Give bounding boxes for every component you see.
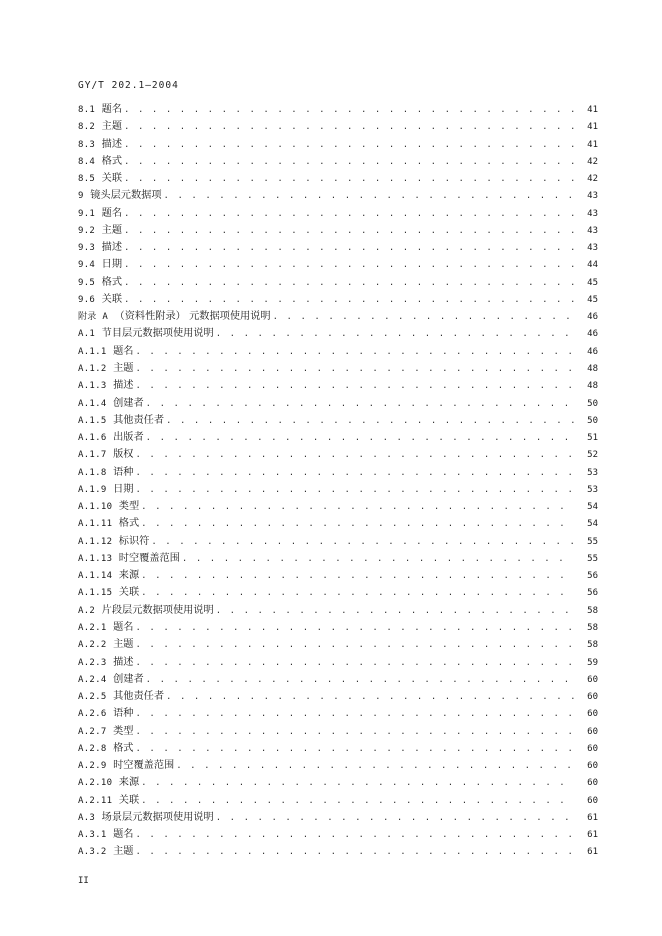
toc-entry[interactable] xyxy=(78,602,598,619)
toc-entry-number: A.1.10 xyxy=(78,502,113,513)
toc-entry[interactable] xyxy=(78,153,598,170)
toc-entry-page-number: 60 xyxy=(587,692,598,703)
toc-entry-title: 题名 xyxy=(101,104,123,115)
toc-entry-number: 9.2 xyxy=(78,225,96,236)
toc-entry-page-number: 51 xyxy=(587,433,598,444)
toc-entry-title: 日期 xyxy=(113,483,134,495)
toc-entry-label xyxy=(78,602,216,619)
toc-entry-page-number: 58 xyxy=(587,605,598,616)
toc-entry-number: A.1.2 xyxy=(78,363,107,374)
toc-entry-title: 其他责任者 xyxy=(113,414,165,426)
toc-entry-title: 关联 xyxy=(101,173,123,185)
toc-entry[interactable] xyxy=(78,723,598,740)
toc-entry-number: A.1 xyxy=(78,329,96,340)
toc-entry-number: A.2.11 xyxy=(78,795,113,806)
toc-entry-title: 描述 xyxy=(101,242,123,254)
toc-dot-leader xyxy=(164,188,574,204)
toc-entry-title: 主题 xyxy=(101,224,123,236)
toc-entry-number: A.2.8 xyxy=(78,743,107,754)
toc-entry-title: 镜头层元数据项 xyxy=(90,190,162,202)
toc-entry-number: A.3.1 xyxy=(78,830,107,841)
toc-entry-title: 场景层元数据项使用说明 xyxy=(101,811,214,823)
toc-entry-label xyxy=(78,412,166,429)
toc-entry-number: A.2.4 xyxy=(78,674,107,685)
toc-dot-leader xyxy=(135,361,574,377)
toc-entry-label xyxy=(78,153,124,170)
toc-entry[interactable] xyxy=(78,256,598,273)
toc-entry-title: 格式 xyxy=(101,155,123,167)
toc-entry-title: 来源 xyxy=(118,570,140,582)
toc-dot-leader xyxy=(124,257,574,273)
toc-entry-label xyxy=(78,481,135,498)
toc-dot-leader xyxy=(135,344,574,360)
toc-entry-title: 主题 xyxy=(101,121,123,133)
toc-entry-page-number: 60 xyxy=(587,761,598,772)
toc-entry-number: 9.3 xyxy=(78,243,96,254)
toc-entry[interactable] xyxy=(78,567,598,584)
toc-entry[interactable] xyxy=(78,636,598,653)
toc-dot-leader xyxy=(216,810,574,826)
toc-dot-leader xyxy=(135,706,574,722)
toc-entry-label xyxy=(78,550,182,567)
toc-entry-label xyxy=(78,118,124,135)
toc-entry-label xyxy=(78,446,135,463)
toc-entry[interactable] xyxy=(78,792,598,809)
toc-entry[interactable] xyxy=(78,757,598,774)
toc-entry-number: A.2.10 xyxy=(78,778,113,789)
toc-entry-page-number: 46 xyxy=(587,312,598,323)
toc-entry[interactable] xyxy=(78,325,598,342)
toc-entry[interactable] xyxy=(78,533,598,550)
toc-entry-page-number: 50 xyxy=(587,398,598,409)
toc-dot-leader xyxy=(135,447,574,463)
toc-entry[interactable] xyxy=(78,412,598,429)
toc-dot-leader xyxy=(141,568,574,584)
toc-entry-label xyxy=(78,291,124,308)
toc-dot-leader xyxy=(124,275,574,291)
toc-entry[interactable] xyxy=(78,584,598,601)
toc-entry[interactable] xyxy=(78,619,598,636)
toc-dot-leader xyxy=(176,758,574,774)
toc-entry-title: 标识符 xyxy=(118,535,150,547)
toc-entry-label xyxy=(78,809,216,826)
toc-entry-label xyxy=(78,360,135,377)
toc-dot-leader xyxy=(135,741,574,757)
toc-dot-leader xyxy=(124,223,574,239)
toc-entry-page-number: 53 xyxy=(587,484,598,495)
toc-entry-page-number: 56 xyxy=(587,571,598,582)
toc-entry-title: 格式 xyxy=(113,742,134,754)
toc-dot-leader xyxy=(124,240,574,256)
toc-entry[interactable] xyxy=(78,464,598,481)
toc-dot-leader xyxy=(182,551,574,567)
toc-entry-title: 语种 xyxy=(113,466,134,478)
toc-dot-leader xyxy=(166,413,574,429)
toc-dot-leader xyxy=(124,102,574,118)
toc-entry-title: 类型 xyxy=(118,501,140,513)
toc-entry-label xyxy=(78,843,135,860)
toc-entry-label xyxy=(78,222,124,239)
toc-entry-page-number: 45 xyxy=(587,277,598,288)
toc-entry-title: 创建者 xyxy=(113,673,144,685)
toc-entry-label xyxy=(78,136,124,153)
toc-entry-label xyxy=(78,308,273,325)
toc-entry[interactable] xyxy=(78,308,598,325)
toc-entry-number: A.2.9 xyxy=(78,761,107,772)
toc-entry-page-number: 50 xyxy=(587,415,598,426)
toc-dot-leader xyxy=(151,534,574,550)
toc-dot-leader xyxy=(166,689,574,705)
toc-entry-number: 8.5 xyxy=(78,174,96,185)
toc-entry-page-number: 60 xyxy=(587,795,598,806)
toc-entry[interactable] xyxy=(78,774,598,791)
toc-entry-label xyxy=(78,584,141,601)
toc-entry[interactable] xyxy=(78,429,598,446)
toc-entry-label xyxy=(78,101,124,118)
toc-entry[interactable] xyxy=(78,550,598,567)
toc-entry-page-number: 60 xyxy=(587,709,598,720)
toc-entry-number: A.2.7 xyxy=(78,726,107,737)
toc-entry-title: 格式 xyxy=(101,276,123,288)
toc-dot-leader xyxy=(135,844,574,860)
toc-entry-title: 题名 xyxy=(113,621,134,633)
toc-entry-title: 创建者 xyxy=(113,397,144,409)
toc-entry-number: A.1.3 xyxy=(78,381,107,392)
toc-entry-number: A.3 xyxy=(78,812,96,823)
toc-entry-page-number: 53 xyxy=(587,467,598,478)
toc-entry-page-number: 60 xyxy=(587,674,598,685)
toc-entry[interactable] xyxy=(78,101,598,118)
toc-dot-leader xyxy=(141,516,574,532)
toc-entry-label xyxy=(78,498,141,515)
toc-dot-leader xyxy=(273,309,574,325)
toc-entry[interactable] xyxy=(78,843,598,860)
toc-entry[interactable] xyxy=(78,222,598,239)
toc-entry[interactable] xyxy=(78,740,598,757)
toc-entry-title: 时空覆盖范围 xyxy=(113,760,175,772)
toc-entry-number: 9.4 xyxy=(78,260,96,271)
toc-entry-page-number: 41 xyxy=(587,105,598,115)
toc-entry[interactable] xyxy=(78,205,598,222)
toc-entry-number: A.1.13 xyxy=(78,553,113,564)
toc-dot-leader xyxy=(135,482,574,498)
toc-entry-page-number: 58 xyxy=(587,640,598,651)
toc-dot-leader xyxy=(135,378,574,394)
toc-entry-label xyxy=(78,533,151,550)
toc-dot-leader xyxy=(135,465,574,481)
toc-entry-title: 题名 xyxy=(113,345,134,357)
toc-entry-label xyxy=(78,256,124,273)
toc-entry-label xyxy=(78,705,135,722)
toc-entry-title: 主题 xyxy=(113,846,134,858)
toc-entry[interactable] xyxy=(78,498,598,515)
toc-entry[interactable] xyxy=(78,377,598,394)
toc-entry-number: A.1.5 xyxy=(78,415,107,426)
toc-entry-label xyxy=(78,395,146,412)
toc-dot-leader xyxy=(135,655,574,671)
toc-entry-label xyxy=(78,740,135,757)
toc-entry-number: 8.3 xyxy=(78,139,96,150)
toc-entry[interactable] xyxy=(78,136,598,153)
toc-entry-number: 9.5 xyxy=(78,277,96,288)
table-of-contents xyxy=(78,101,598,861)
toc-entry-page-number: 48 xyxy=(587,363,598,374)
toc-dot-leader xyxy=(141,775,574,791)
toc-entry[interactable] xyxy=(78,705,598,722)
toc-entry-page-number: 48 xyxy=(587,381,598,392)
toc-entry-label xyxy=(78,187,164,204)
toc-entry-page-number: 41 xyxy=(587,139,598,150)
toc-dot-leader xyxy=(124,119,574,135)
toc-dot-leader xyxy=(141,793,574,809)
toc-entry-page-number: 43 xyxy=(587,225,598,236)
toc-entry-number: A.1.1 xyxy=(78,346,107,357)
toc-entry[interactable] xyxy=(78,291,598,308)
toc-entry-number: A.2.3 xyxy=(78,657,107,668)
toc-entry-number: A.1.8 xyxy=(78,467,107,478)
toc-entry-title: 时空覆盖范围 xyxy=(118,552,180,564)
toc-entry-title: 描述 xyxy=(113,380,134,392)
toc-entry-title: 语种 xyxy=(113,708,134,720)
toc-entry-label xyxy=(78,826,135,843)
toc-entry[interactable] xyxy=(78,239,598,256)
toc-entry-page-number: 60 xyxy=(587,778,598,789)
toc-dot-leader xyxy=(135,620,574,636)
toc-entry[interactable] xyxy=(78,187,598,204)
toc-dot-leader xyxy=(216,603,574,619)
toc-entry-label xyxy=(78,343,135,360)
toc-entry-page-number: 54 xyxy=(587,502,598,513)
toc-dot-leader xyxy=(141,499,574,515)
toc-entry-number: A.3.2 xyxy=(78,847,107,858)
toc-entry-page-number: 60 xyxy=(587,726,598,737)
toc-entry[interactable] xyxy=(78,654,598,671)
toc-entry[interactable] xyxy=(78,274,598,291)
toc-dot-leader xyxy=(124,206,574,222)
toc-entry-number: 8.2 xyxy=(78,122,96,133)
toc-entry[interactable] xyxy=(78,515,598,532)
toc-entry-number: A.1.6 xyxy=(78,433,107,444)
toc-entry-number: 9.6 xyxy=(78,294,96,305)
toc-entry[interactable] xyxy=(78,688,598,705)
toc-entry-page-number: 42 xyxy=(587,174,598,185)
toc-entry-label xyxy=(78,774,141,791)
toc-entry-title: 描述 xyxy=(101,138,123,150)
toc-entry-label xyxy=(78,654,135,671)
toc-entry-number: A.2.6 xyxy=(78,709,107,720)
toc-entry-page-number: 60 xyxy=(587,743,598,754)
toc-entry-title: 出版者 xyxy=(113,432,144,444)
toc-dot-leader xyxy=(216,326,574,342)
toc-entry-page-number: 58 xyxy=(587,622,598,633)
toc-entry[interactable] xyxy=(78,343,598,360)
toc-dot-leader xyxy=(146,430,574,446)
toc-entry-label xyxy=(78,274,124,291)
toc-entry-title: 日期 xyxy=(101,259,123,271)
toc-entry-number: A.1.11 xyxy=(78,519,113,530)
toc-entry-number: 9.1 xyxy=(78,208,96,219)
toc-entry-number: A.2.5 xyxy=(78,692,107,703)
toc-entry-label xyxy=(78,464,135,481)
toc-dot-leader xyxy=(135,637,574,653)
toc-entry-title: 节目层元数据项使用说明 xyxy=(101,328,214,340)
document-id-header: GY/T 202.1—2004 xyxy=(78,80,179,91)
toc-entry-title: 主题 xyxy=(113,362,134,374)
toc-entry-number: A.1.9 xyxy=(78,484,107,495)
toc-entry-number: A.2 xyxy=(78,605,96,616)
toc-entry-title: （资料性附录） 元数据项使用说明 xyxy=(114,311,271,323)
toc-entry-label xyxy=(78,619,135,636)
toc-entry-number: 9 xyxy=(78,191,84,202)
toc-dot-leader xyxy=(124,292,574,308)
toc-entry-label xyxy=(78,205,124,222)
toc-entry-title: 关联 xyxy=(101,293,123,305)
toc-entry-number: 8.4 xyxy=(78,156,96,167)
toc-entry-number: A.1.15 xyxy=(78,588,113,599)
toc-entry-page-number: 41 xyxy=(587,122,598,133)
toc-entry-number: A.1.14 xyxy=(78,571,113,582)
toc-dot-leader xyxy=(141,585,574,601)
toc-entry-page-number: 54 xyxy=(587,519,598,530)
toc-entry-page-number: 61 xyxy=(587,812,598,823)
toc-entry-label xyxy=(78,429,146,446)
toc-entry[interactable] xyxy=(78,170,598,187)
toc-entry-label xyxy=(78,325,216,342)
toc-entry-title: 其他责任者 xyxy=(113,691,165,703)
toc-entry-label xyxy=(78,377,135,394)
toc-entry-label xyxy=(78,239,124,256)
toc-entry-title: 描述 xyxy=(113,656,134,668)
toc-entry-page-number: 46 xyxy=(587,346,598,357)
toc-entry[interactable] xyxy=(78,118,598,135)
toc-entry-number: A.2.1 xyxy=(78,622,107,633)
toc-entry-title: 版权 xyxy=(113,449,134,461)
toc-entry[interactable] xyxy=(78,360,598,377)
toc-entry-page-number: 42 xyxy=(587,156,598,167)
toc-entry[interactable] xyxy=(78,481,598,498)
toc-entry-label xyxy=(78,688,166,705)
toc-entry-label xyxy=(78,671,146,688)
toc-entry-page-number: 44 xyxy=(587,260,598,271)
toc-entry[interactable] xyxy=(78,671,598,688)
toc-entry-title: 类型 xyxy=(113,725,134,737)
toc-entry-page-number: 56 xyxy=(587,588,598,599)
toc-dot-leader xyxy=(124,171,574,187)
toc-entry-page-number: 43 xyxy=(587,208,598,219)
toc-entry-label xyxy=(78,567,141,584)
toc-entry-page-number: 46 xyxy=(587,329,598,340)
toc-entry-label xyxy=(78,170,124,187)
toc-entry-page-number: 52 xyxy=(587,450,598,461)
toc-dot-leader xyxy=(146,396,574,412)
toc-entry-title: 关联 xyxy=(118,587,140,599)
toc-entry-page-number: 55 xyxy=(587,553,598,564)
toc-entry-number: 8.1 xyxy=(78,105,96,115)
toc-entry-page-number: 43 xyxy=(587,191,598,202)
toc-entry-title: 关联 xyxy=(118,794,140,806)
toc-dot-leader xyxy=(135,724,574,740)
toc-entry-title: 格式 xyxy=(118,518,140,530)
toc-entry[interactable] xyxy=(78,826,598,843)
toc-entry-label xyxy=(78,792,141,809)
toc-entry-title: 题名 xyxy=(101,207,123,219)
toc-entry-number: 附录 A xyxy=(78,312,109,323)
toc-entry-number: A.1.7 xyxy=(78,450,107,461)
toc-entry[interactable] xyxy=(78,395,598,412)
toc-entry-number: A.1.12 xyxy=(78,536,113,547)
toc-entry-page-number: 45 xyxy=(587,294,598,305)
toc-entry[interactable] xyxy=(78,446,598,463)
toc-entry-title: 来源 xyxy=(118,777,140,789)
toc-entry-label xyxy=(78,757,176,774)
toc-entry-title: 片段层元数据项使用说明 xyxy=(101,604,214,616)
toc-dot-leader xyxy=(124,137,574,153)
toc-entry-page-number: 59 xyxy=(587,657,598,668)
toc-dot-leader xyxy=(124,154,574,170)
toc-entry-title: 主题 xyxy=(113,639,134,651)
toc-entry-label xyxy=(78,723,135,740)
toc-entry-label xyxy=(78,636,135,653)
toc-entry-number: A.2.2 xyxy=(78,640,107,651)
toc-entry-title: 题名 xyxy=(113,829,134,841)
toc-dot-leader xyxy=(146,672,574,688)
toc-entry-page-number: 61 xyxy=(587,830,598,841)
toc-entry-page-number: 43 xyxy=(587,243,598,254)
toc-entry-number: A.1.4 xyxy=(78,398,107,409)
toc-dot-leader xyxy=(135,827,574,843)
toc-entry-label xyxy=(78,515,141,532)
toc-entry[interactable] xyxy=(78,809,598,826)
toc-entry-page-number: 55 xyxy=(587,536,598,547)
toc-entry-page-number: 61 xyxy=(587,847,598,858)
page-number-footer: II xyxy=(78,876,89,886)
